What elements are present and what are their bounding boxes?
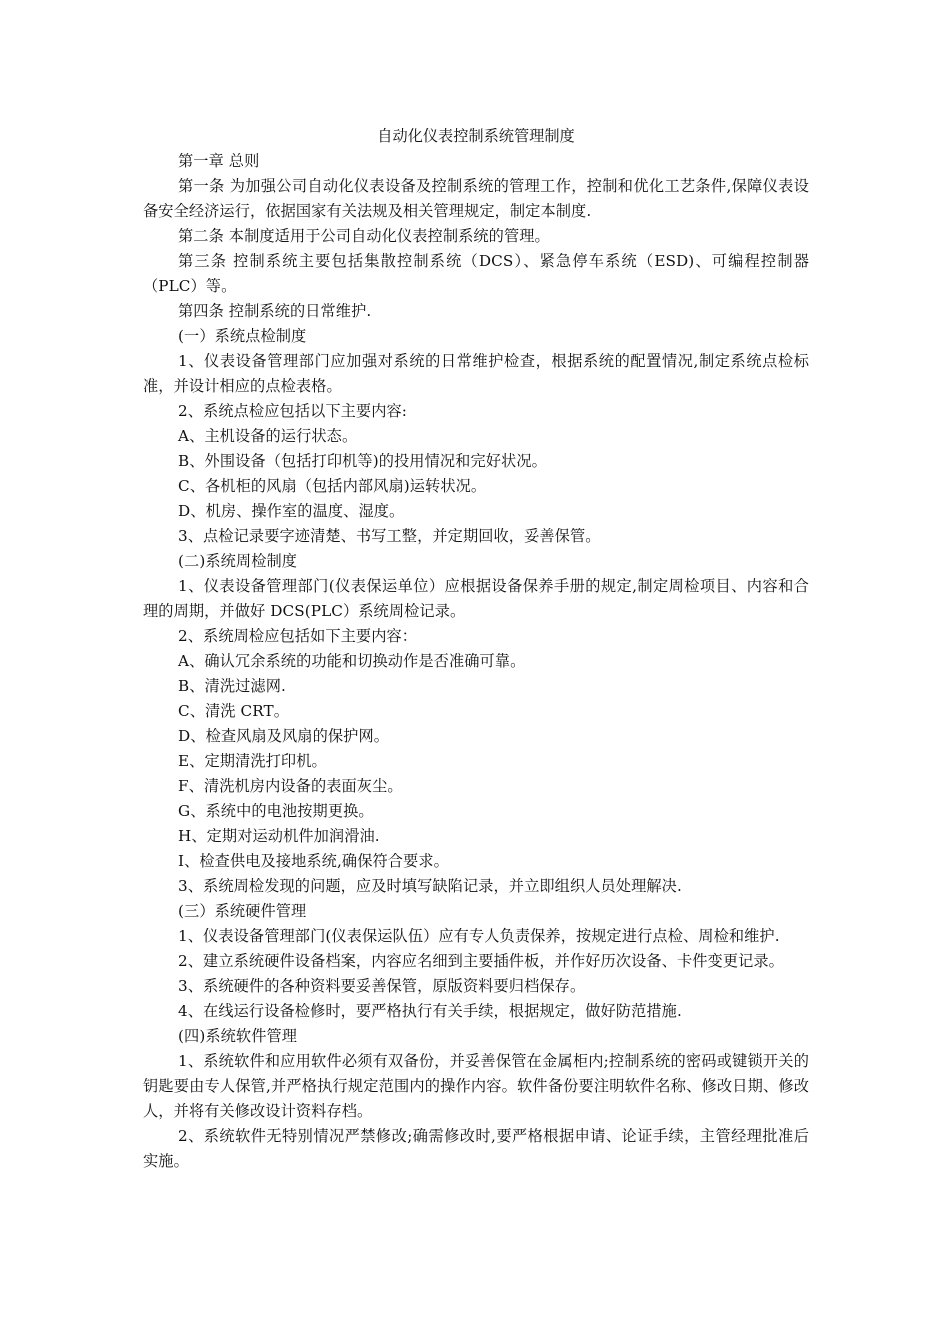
paragraph: B、清洗过滤网. — [178, 677, 286, 695]
paragraph: C、各机柜的风扇（包括内部风扇)运转状况。 — [178, 477, 487, 495]
paragraph: 3、系统周检发现的问题，应及时填写缺陷记录，并立即组织人员处理解决. — [178, 877, 682, 895]
paragraph: 4、在线运行设备检修时，要严格执行有关手续，根据规定，做好防范措施. — [178, 1002, 682, 1020]
paragraph: 1、仪表设备管理部门应加强对系统的日常维护检查，根据系统的配置情况,制定系统点检标准，并设计相应的点检表格。 — [143, 352, 809, 395]
paragraph: 第二条 本制度适用于公司自动化仪表控制系统的管理。 — [178, 227, 550, 245]
paragraph: 2、系统点检应包括以下主要内容: — [178, 402, 408, 420]
paragraph: 1、仪表设备管理部门(仪表保运队伍）应有专人负责保养，按规定进行点检、周检和维护. — [178, 927, 780, 945]
paragraph: D、机房、操作室的温度、湿度。 — [178, 502, 405, 520]
paragraph: 2、系统周检应包括如下主要内容： — [178, 627, 418, 645]
paragraph: G、系统中的电池按期更换。 — [178, 802, 374, 820]
paragraph: (一）系统点检制度 — [178, 327, 307, 345]
document-title: 自动化仪表控制系统管理制度 — [377, 127, 575, 145]
paragraph: I、检查供电及接地系统,确保符合要求。 — [178, 852, 449, 870]
paragraph: A、确认冗余系统的功能和切换动作是否准确可靠。 — [178, 652, 526, 670]
paragraph: A、主机设备的运行状态。 — [178, 427, 358, 445]
paragraph: (二)系统周检制度 — [178, 552, 298, 570]
paragraph: 第三条 控制系统主要包括集散控制系统（DCS）、紧急停车系统（ESD)、可编程控制器（PLC）等。 — [143, 252, 809, 295]
paragraph: 1、仪表设备管理部门(仪表保运单位）应根据设备保养手册的规定,制定周检项目、内容和合理的周期，并做好 DCS(PLC）系统周检记录。 — [143, 577, 809, 620]
paragraph: 2、系统软件无特别情况严禁修改;确需修改时,要严格根据申请、论证手续，主管经理批准后实施。 — [143, 1127, 809, 1170]
paragraph: 3、系统硬件的各种资料要妥善保管，原版资料要归档保存。 — [178, 977, 586, 995]
paragraph: E、定期清洗打印机。 — [178, 752, 327, 770]
paragraph: B、外围设备（包括打印机等)的投用情况和完好状况。 — [178, 452, 547, 470]
paragraph: 第一条 为加强公司自动化仪表设备及控制系统的管理工作，控制和优化工艺条件,保障仪表设备安全经济运行，依据国家有关法规及相关管理规定，制定本制度. — [143, 177, 809, 220]
paragraph: 第一章 总则 — [178, 152, 260, 170]
paragraph: H、定期对运动机件加润滑油. — [178, 827, 380, 845]
paragraph: F、清洗机房内设备的表面灰尘。 — [178, 777, 403, 795]
paragraph: 1、系统软件和应用软件必须有双备份，并妥善保管在金属柜内;控制系统的密码或键锁开关的钥匙要由专人保管,并严格执行规定范围内的操作内容。软件备份要注明软件名称、修改日期、修改人，并将有关修改设计资料存档。 — [143, 1052, 809, 1120]
paragraph: C、清洗 CRT。 — [178, 702, 290, 720]
paragraph: (四)系统软件管理 — [178, 1027, 298, 1045]
paragraph: 2、建立系统硬件设备档案，内容应名细到主要插件板，并作好历次设备、卡件变更记录。 — [178, 952, 784, 970]
paragraph: D、检查风扇及风扇的保护网。 — [178, 727, 390, 745]
paragraph: (三）系统硬件管理 — [178, 902, 307, 920]
document-page — [143, 124, 809, 1174]
paragraph: 第四条 控制系统的日常维护. — [178, 302, 372, 320]
document-body — [143, 149, 809, 1174]
paragraph: 3、点检记录要字迹清楚、书写工整，并定期回收，妥善保管。 — [178, 527, 601, 545]
